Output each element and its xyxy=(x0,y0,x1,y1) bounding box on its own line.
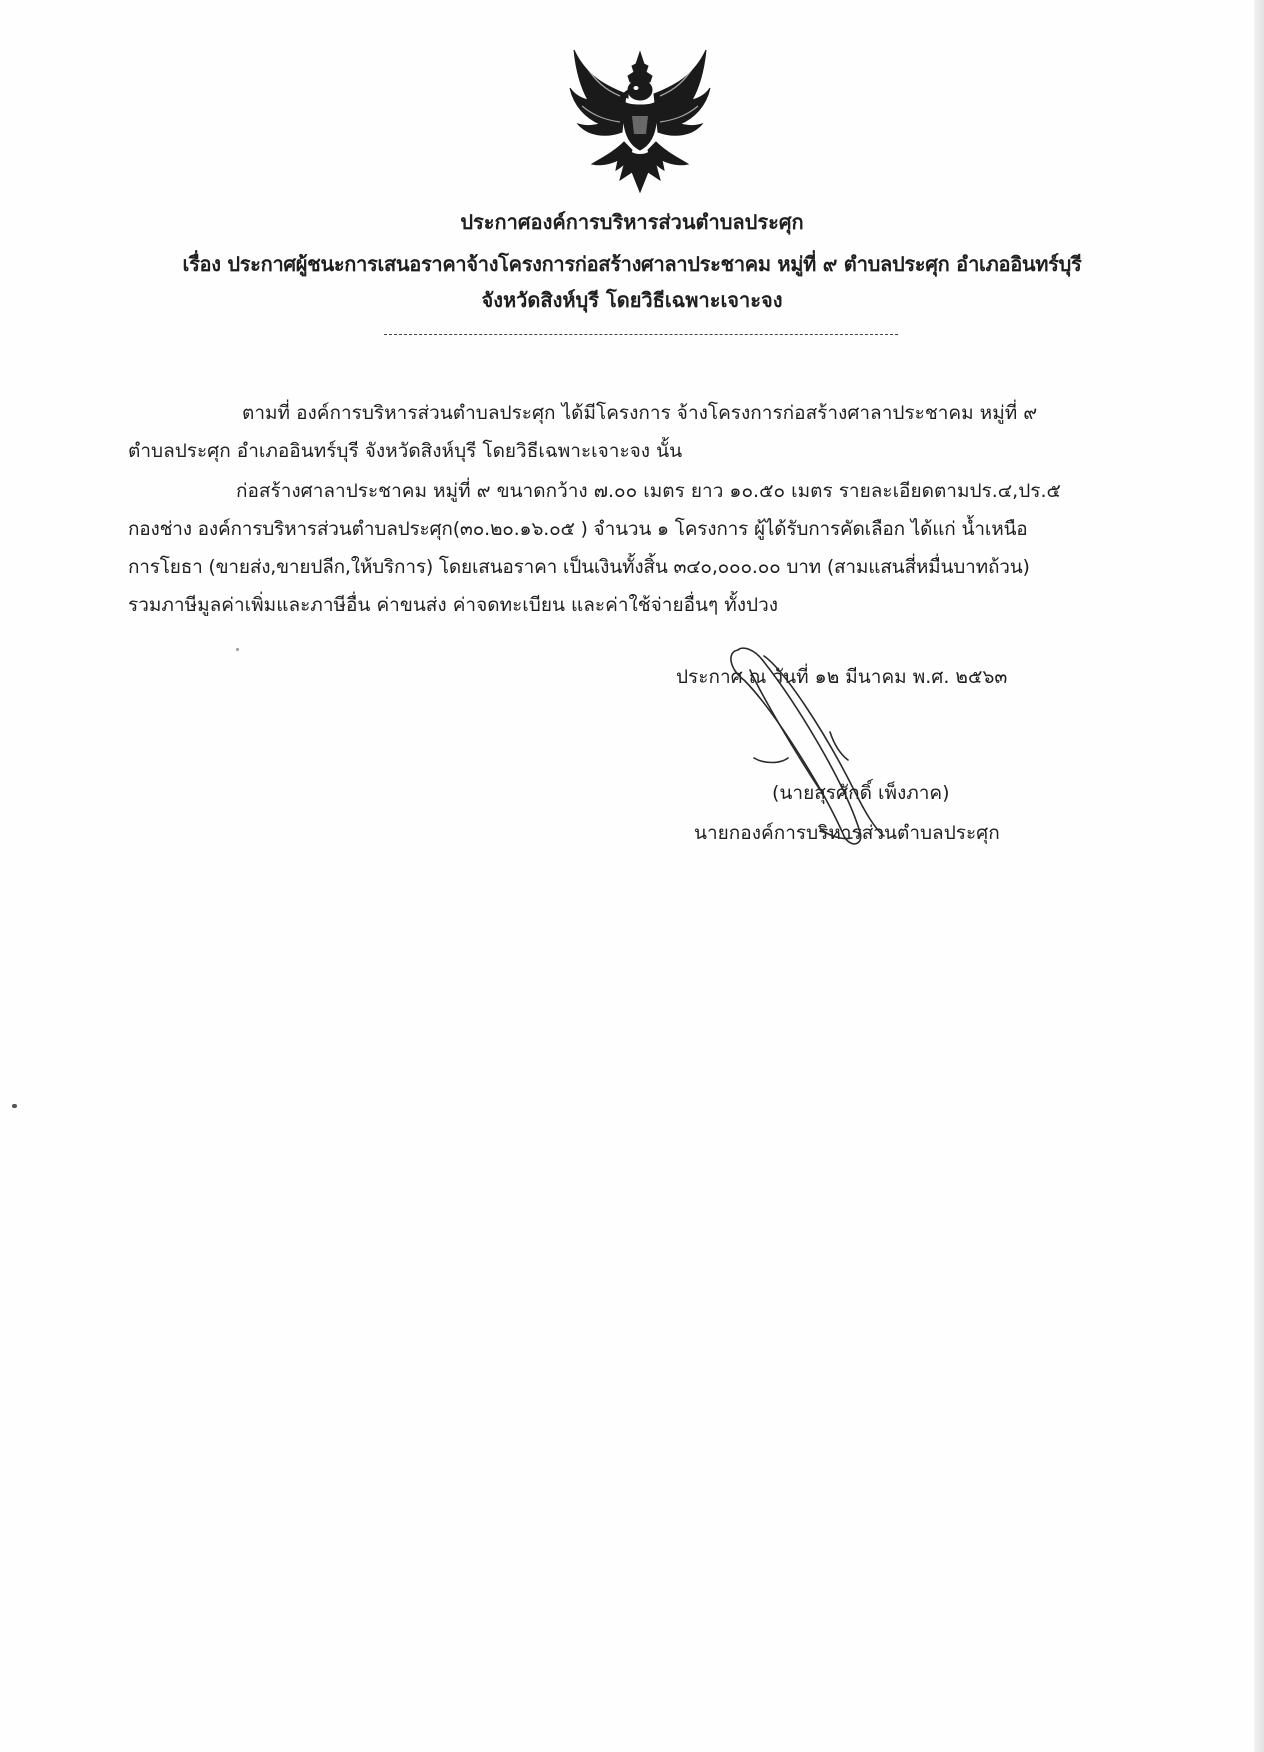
paragraph-2-line-1: ก่อสร้างศาลาประชาคม หมู่ที่ ๙ ขนาดกว้าง ๗.๐๐ เมตร ยาว ๑๐.๕๐ เมตร รายละเอียดตามปร.๔,ปร.๕ xyxy=(236,480,1061,502)
scan-speck xyxy=(236,648,239,651)
paragraph-2-line-3: การโยธา (ขายส่ง,ขายปลีก,ให้บริการ) โดยเสนอราคา เป็นเงินทั้งสิ้น ๓๔๐,๐๐๐.๐๐ บาท (สามแสนสี่หมื่นบาทถ้วน) xyxy=(128,556,1030,578)
document-subject: เรื่อง ประกาศผู้ชนะการเสนอราคาจ้างโครงการก่อสร้างศาลาประชาคม หมู่ที่ ๙ ตำบลประศุก อำเภออินทร์บุรี xyxy=(182,252,1082,276)
paragraph-2-line-2: กองช่าง องค์การบริหารส่วนตำบลประศุก(๓๐.๒๐.๑๖.๐๕ ) จำนวน ๑ โครงการ ผู้ได้รับการคัดเลือก ได้แก่ น้ำเหนือ xyxy=(128,518,1028,540)
document-subject-continued: จังหวัดสิงห์บุรี โดยวิธีเฉพาะเจาะจง xyxy=(481,288,783,312)
scan-speck xyxy=(12,1104,17,1108)
header-divider xyxy=(384,334,898,335)
garuda-emblem-icon xyxy=(566,46,714,196)
announcement-date: ประกาศ ณ วันที่ ๑๒ มีนาคม พ.ศ. ๒๕๖๓ xyxy=(676,666,1008,688)
signer-title: นายกองค์การบริหารส่วนตำบลประศุก xyxy=(694,822,1000,844)
document-title: ประกาศองค์การบริหารส่วนตำบลประศุก xyxy=(460,210,804,234)
page-edge-shadow xyxy=(1254,0,1264,1752)
paragraph-1-line-1: ตามที่ องค์การบริหารส่วนตำบลประศุก ได้มีโครงการ จ้างโครงการก่อสร้างศาลาประชาคม หมู่ที่ ๙ xyxy=(242,402,1038,424)
paragraph-1-line-2: ตำบลประศุก อำเภออินทร์บุรี จังหวัดสิงห์บุรี โดยวิธีเฉพาะเจาะจง นั้น xyxy=(128,440,683,462)
paragraph-2-line-4: รวมภาษีมูลค่าเพิ่มและภาษีอื่น ค่าขนส่ง ค่าจดทะเบียน และค่าใช้จ่ายอื่นๆ ทั้งปวง xyxy=(128,594,779,616)
signer-name: (นายสุรศักดิ์ เพ็งภาค) xyxy=(772,782,950,804)
